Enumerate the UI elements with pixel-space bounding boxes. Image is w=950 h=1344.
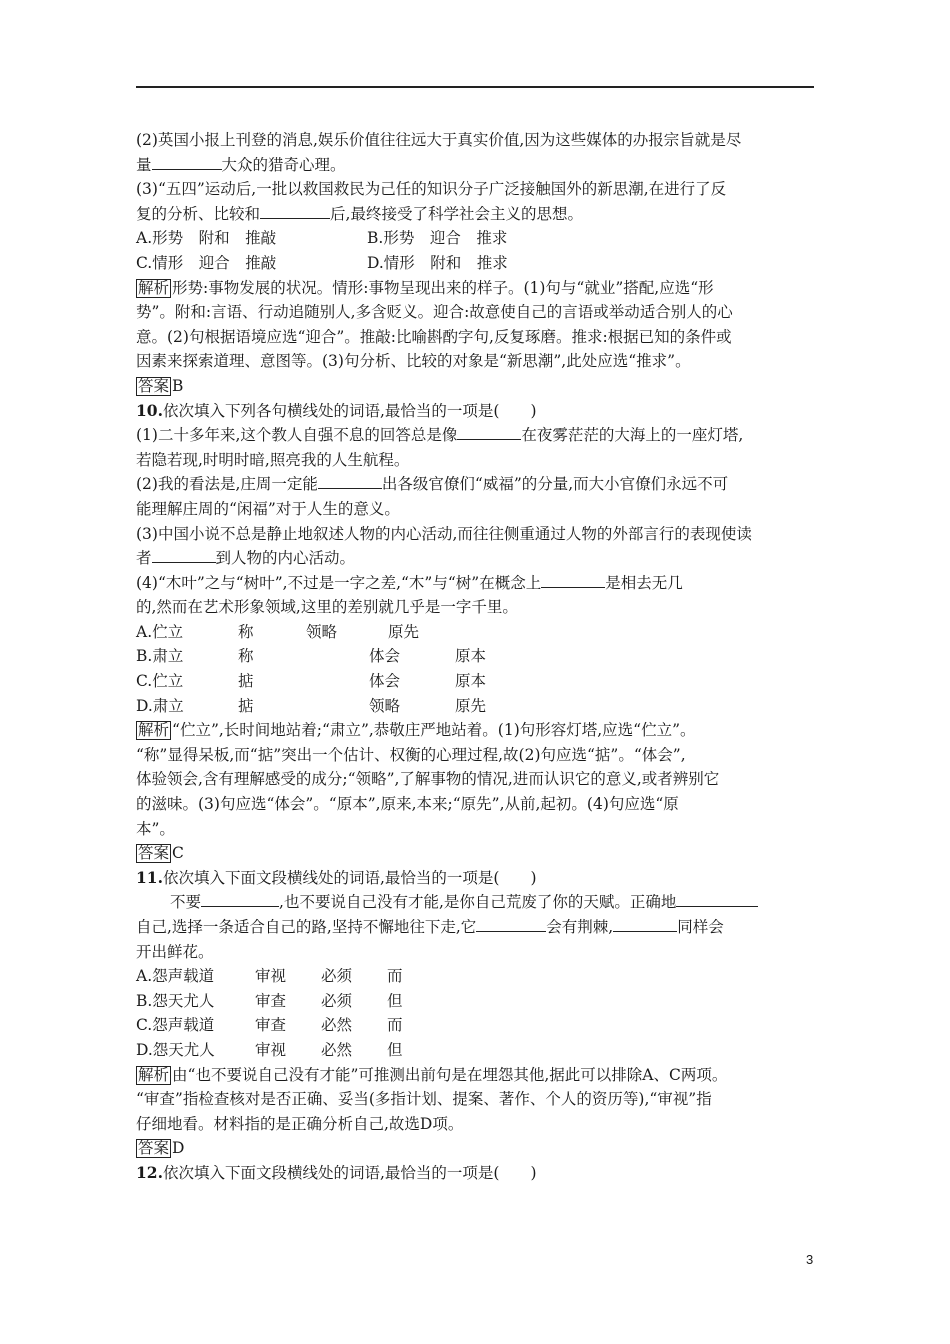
q10-sentence-1-line2: 若隐若现,时明时暗,照亮我的人生航程。	[136, 450, 410, 469]
analysis-tag: 解析	[138, 721, 170, 740]
fill-blank	[613, 915, 677, 932]
q10-analysis-line3: 体验领会,含有理解感受的成分;“领略”,了解事物的情况,进而认识它的意义,或者辨别它	[136, 770, 720, 789]
q10-option-d: D.肃立 掂 领略 原先	[136, 696, 487, 715]
q9-analysis-line4: 因素来探索道理、意图等。(3)句分析、比较的对象是“新思潮”,此处应选“推求”。	[136, 352, 691, 371]
q9-option-b: B.形势 迎合 推求	[367, 229, 508, 248]
q11-passage-line2: 自己,选择一条适合自己的路,坚持不懈地往下走,它 会有荆棘, 同样会	[136, 915, 814, 940]
q10-sentence-4-line1: (4)“木叶”之与“树叶”,不过是一字之差,“木”与“树”在概念上 是相去无几	[136, 571, 814, 596]
q10-sentence-3-line1: (3)中国小说不总是静止地叙述人物的内心活动,而往往侧重通过人物的外部言行的表现使读	[136, 524, 752, 543]
q11-analysis-line3: 仔细地看。材料指的是正确分析自己,故选D项。	[136, 1114, 464, 1133]
q10-option-a: A.伫立 称 领略 原先	[136, 622, 420, 641]
q10-sentence-4-line2: 的,然而在艺术形象领域,这里的差别就几乎是一字千里。	[136, 598, 518, 617]
fill-blank	[676, 890, 758, 907]
q10-option-b: B.肃立 称 体会 原本	[136, 647, 487, 666]
q9-sentence-3-line2: 复的分析、比较和 后,最终接受了科学社会主义的思想。	[136, 202, 814, 227]
fill-blank	[201, 890, 279, 907]
answer-tag: 答案	[138, 1139, 170, 1158]
q9-analysis-line3: 意。(2)句根据语境应选“迎合”。推敲:比喻斟酌字句,反复琢磨。推求:根据已知的条件或	[136, 327, 732, 346]
q9-options-row2	[136, 251, 814, 276]
q9-sentence-2-line1: (2)英国小报上刊登的消息,娱乐价值往往远大于真实价值,因为这些媒体的办报宗旨就是尽	[136, 131, 742, 149]
q9-option-c: C.情形 迎合 推敲	[136, 253, 277, 272]
q11-passage-line3: 开出鲜花。	[136, 942, 214, 961]
q9-options-row1	[136, 226, 814, 251]
q10-sentence-2-line2: 能理解庄周的“闲福”对于人生的意义。	[136, 499, 400, 518]
q10-analysis-line5: 本”。	[136, 819, 175, 838]
q10-option-c: C.伫立 掂 体会 原本	[136, 672, 487, 691]
q10-answer: 答案 C	[138, 844, 184, 863]
q10-analysis-line2: “称”显得呆板,而“掂”突出一个估计、权衡的心理过程,故(2)句应选“掂”。“体会”,	[136, 745, 686, 764]
fill-blank	[541, 571, 605, 588]
q11-option-c: C.怨声载道 审查 必然 而	[136, 1016, 403, 1035]
q10-sentence-1-line1: (1)二十多年来,这个教人自强不息的回答总是像 在夜雾茫茫的大海上的一座灯塔,	[136, 423, 814, 448]
q11-option-b: B.怨天尤人 审查 必须 但	[136, 991, 403, 1010]
fill-blank	[476, 915, 546, 932]
q9-analysis-line2: 势”。附和:言语、行动追随别人,多含贬义。迎合:故意使自己的言语或举动适合别人的心	[136, 303, 733, 322]
fill-blank	[318, 472, 382, 489]
q11-stem: 11.依次填入下面文段横线处的词语,最恰当的一项是( )	[136, 867, 537, 887]
q9-sentence-3-line1: (3)“五四”运动后,一批以救国救民为己任的知识分子广泛接触国外的新思潮,在进行了反	[136, 180, 727, 199]
q11-answer: 答案 D	[138, 1139, 185, 1158]
q11-analysis-line2: “审查”指检查核对是否正确、妥当(多指计划、提案、著作、个人的资历等),“审视”指	[136, 1090, 712, 1109]
q11-option-a: A.怨声载道 审视 必须 而	[136, 967, 403, 986]
q9-option-d: D.情形 附和 推求	[367, 253, 508, 272]
answer-tag: 答案	[138, 844, 170, 863]
fill-blank	[457, 423, 521, 440]
fill-blank	[152, 153, 222, 170]
q9-option-a: A.形势 附和 推敲	[136, 229, 277, 248]
q9-answer: 答案 B	[138, 376, 184, 395]
q11-analysis-line1: 解析 由“也不要说自己没有才能”可推测出前句是在埋怨其他,据此可以排除A、C两项。	[138, 1065, 728, 1084]
answer-tag: 答案	[138, 376, 170, 395]
q10-stem: 10.依次填入下列各句横线处的词语,最恰当的一项是( )	[136, 400, 537, 420]
header-rule	[136, 86, 814, 88]
q11-passage-line1: 不要 ,也不要说自己没有才能,是你自己荒废了你的天赋。正确地	[136, 890, 814, 915]
page-content	[136, 128, 814, 1186]
q11-option-d: D.怨天尤人 审视 必然 但	[136, 1040, 403, 1059]
analysis-tag: 解析	[138, 278, 170, 297]
q10-analysis-line1: 解析 “伫立”,长时间地站着;“肃立”,恭敬庄严地站着。(1)句形容灯塔,应选“伫立”。	[138, 721, 696, 740]
q10-sentence-2-line1: (2)我的看法是,庄周一定能 出各级官僚们“威福”的分量,而大小官僚们永远不可	[136, 472, 814, 497]
q10-sentence-3-line2: 者 到人物的内心活动。	[136, 546, 814, 571]
fill-blank	[260, 202, 330, 219]
q12-stem: 12.依次填入下面文段横线处的词语,最恰当的一项是( )	[136, 1162, 537, 1182]
q9-analysis-line1: 解析 形势:事物发展的状况。情形:事物呈现出来的样子。(1)句与“就业”搭配,应选“形	[138, 278, 714, 297]
q9-sentence-2-line2: 量 大众的猎奇心理。	[136, 153, 814, 178]
fill-blank	[152, 546, 216, 563]
page-number: 3	[806, 1252, 814, 1267]
analysis-tag: 解析	[138, 1065, 170, 1084]
q10-analysis-line4: 的滋味。(3)句应选“体会”。“原本”,原来,本来;“原先”,从前,起初。(4)句应选“原	[136, 795, 679, 814]
